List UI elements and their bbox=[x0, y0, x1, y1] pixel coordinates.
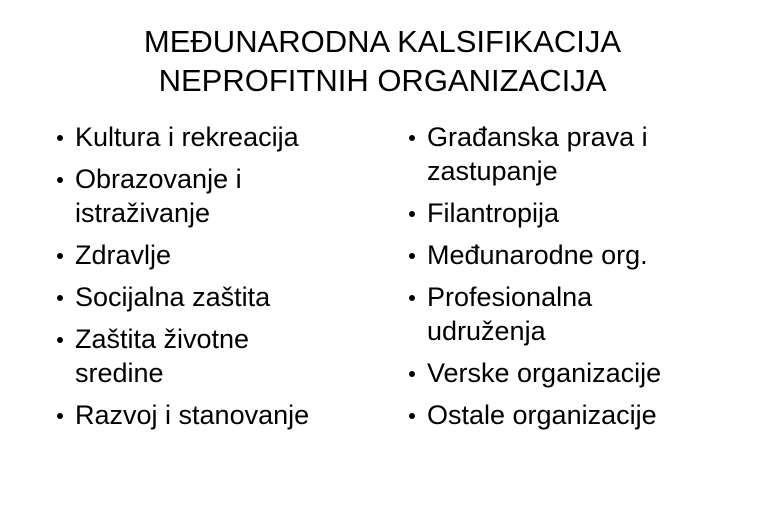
bullet-item-environment: Zaštita životne sredine bbox=[72, 322, 325, 390]
slide-title-line-1: MEĐUNARODNA KALSIFIKACIJA bbox=[143, 24, 622, 59]
bullet-item-international-org: Međunarodne org. bbox=[424, 238, 724, 272]
slide-title-line-2: NEPROFITNIH ORGANIZACIJA bbox=[158, 63, 607, 98]
left-bullet-list bbox=[72, 120, 372, 440]
bullet-item-philanthropy: Filantropija bbox=[424, 196, 724, 230]
bullet-item-religious-organizations: Verske organizacije bbox=[424, 356, 724, 390]
bullet-item-development-housing: Razvoj i stanovanje bbox=[72, 398, 372, 432]
bullet-item-social-protection: Socijalna zaštita bbox=[72, 280, 372, 314]
slide-title bbox=[0, 22, 765, 100]
bullet-item-professional-associations: Profesionalna udruženja bbox=[424, 280, 647, 348]
bullet-item-other-organizations: Ostale organizacije bbox=[424, 398, 724, 432]
bullet-item-civil-rights: Građanska prava i zastupanje bbox=[424, 120, 697, 188]
bullet-item-culture: Kultura i rekreacija bbox=[72, 120, 372, 154]
right-bullet-list bbox=[424, 120, 724, 440]
bullet-item-health: Zdravlje bbox=[72, 238, 372, 272]
bullet-item-education: Obrazovanje i istraživanje bbox=[72, 162, 325, 230]
